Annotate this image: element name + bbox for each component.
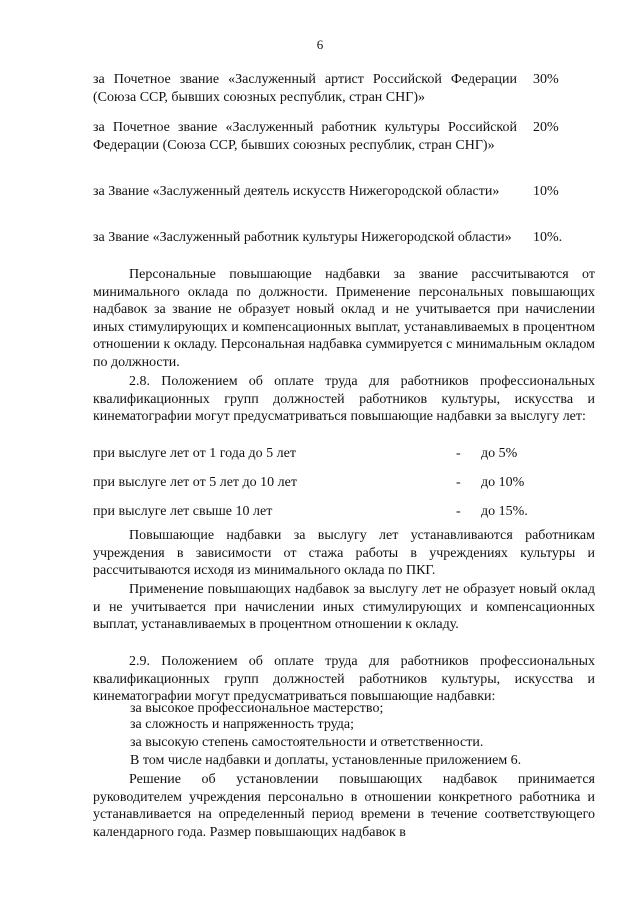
seniority-value: до 5%: [481, 446, 518, 461]
title-item-1: за Почетное звание «Заслуженный артист Российской Федерации (Союза ССР, бывших союзных республик, стран СНГ)»: [93, 72, 517, 105]
paragraph-personal: Персональные повышающие надбавки за звание рассчитываются от минимального оклада по должности. Применение персональных повышающих надбавок за звание не образует новый оклад и не учитывается при начислении иных стимулирующих и компенсационных выплат, устанавливаемых в процентном отношении к окладу. Персональная надбавка суммируется с минимальным окладом по должности.: [93, 267, 595, 370]
allowance-item: за высокую степень самостоятельности и ответственности.: [130, 735, 484, 750]
seniority-label: при выслуге лет от 1 года до 5 лет: [93, 446, 296, 461]
title-item-2: за Почетное звание «Заслуженный работник культуры Российской Федерации (Союза ССР, бывших союзных республик, стран СНГ)»: [93, 120, 517, 153]
page-number: 6: [316, 37, 324, 52]
title-percent-1: 30%: [533, 72, 559, 87]
seniority-dash: -: [456, 504, 461, 519]
paragraph-appendix: В том числе надбавки и доплаты, установленные приложением 6.: [130, 753, 522, 768]
seniority-label: при выслуге лет от 5 лет до 10 лет: [93, 475, 297, 490]
paragraph-decision: Решение об установлении повышающих надбавок принимается руководителем учреждения персонально в отношении конкретного работника и устанавливается на определенный период времени в течение соответствующего календарного года. Размер повышающих надбавок в: [93, 772, 595, 840]
allowance-item: за сложность и напряженность труда;: [130, 717, 354, 732]
seniority-label: при выслуге лет свыше 10 лет: [93, 504, 273, 519]
paragraph-seniority-1: Повышающие надбавки за выслугу лет устанавливаются работникам учреждения в зависимости от стажа работы в учреждениях культуры и рассчитываются исходя из минимального оклада по ПКГ.: [93, 528, 595, 579]
title-percent-2: 20%: [533, 120, 559, 135]
seniority-value: до 10%: [481, 475, 525, 490]
paragraph-2-9: 2.9. Положением об оплате труда для работников профессиональных квалификационных групп должностей работников культуры, искусства и кинематографии могут предусматриваться повышающие надбавки:: [93, 654, 595, 705]
title-item-4: за Звание «Заслуженный работник культуры Нижегородской области»: [93, 230, 512, 245]
paragraph-2-8: 2.8. Положением об оплате труда для работников профессиональных квалификационных групп должностей работников культуры, искусства и кинематографии могут предусматриваться повышающие надбавки за выслугу лет:: [93, 374, 595, 425]
seniority-dash: -: [456, 475, 461, 490]
title-item-3: за Звание «Заслуженный деятель искусств Нижегородской области»: [93, 184, 500, 199]
title-percent-4: 10%.: [533, 230, 563, 245]
allowance-item: за высокое профессиональное мастерство;: [130, 701, 384, 716]
title-percent-3: 10%: [533, 184, 559, 199]
seniority-row: [93, 445, 595, 463]
seniority-row: [93, 474, 595, 492]
seniority-row: [93, 503, 595, 521]
paragraph-seniority-2: Применение повышающих надбавок за выслугу лет не образует новый оклад и не учитывается при начислении иных стимулирующих и компенсационных выплат, устанавливаемых в процентном отношении к окладу.: [93, 582, 595, 633]
seniority-value: до 15%.: [481, 504, 528, 519]
seniority-dash: -: [456, 446, 461, 461]
